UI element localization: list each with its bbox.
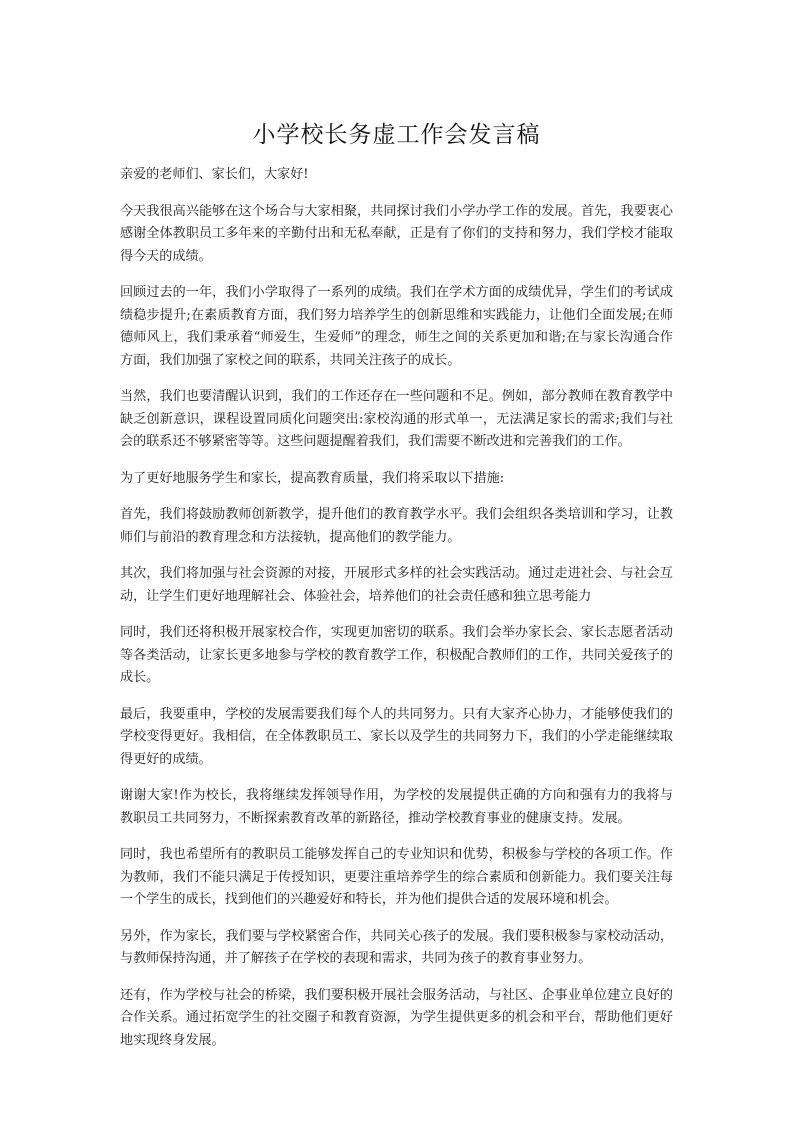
paragraph-measure-first: 首先，我们将鼓励教师创新教学，提升他们的教育教学水平。我们会组织各类培训和学习，让教师们与前沿的教育理念和方法接轨，提高他们的教学能力。 xyxy=(120,507,673,545)
paragraph-measure-second: 其次，我们将加强与社会资源的对接，开展形式多样的社会实践活动。通过走进社会、与社会互动，让学生们更好地理解社会、体验社会，培养他们的社会责任感和独立思考能力 xyxy=(120,566,673,604)
paragraph-teachers: 同时，我也希望所有的教职员工能够发挥自己的专业知识和优势，积极参与学校的各项工作。作为教师，我们不能只满足于传授知识，更要注重培养学生的综合素质和创新能力。我们要关注每一个学生的成长，找到他们的兴趣爱好和特长，并为他们提供合适的发展环境和机会。 xyxy=(120,847,673,907)
document-body xyxy=(120,164,673,1066)
paragraph-conclusion: 最后，我要重申，学校的发展需要我们每个人的共同努力。只有大家齐心协力，才能够使我们的学校变得更好。我相信，在全体教职员工、家长以及学生的共同努力下，我们的小学走能继续取得更好的成绩。 xyxy=(120,706,673,767)
paragraph-thanks: 谢谢大家!作为校长，我将继续发挥领导作用，为学校的发展提供正确的方向和强有力的我将与教职员工共同努力，不断探索教育改革的新路径，推动学校教育事业的健康支持。发展。 xyxy=(120,788,673,826)
paragraph-society: 还有，作为学校与社会的桥梁，我们要积极开展社会服务活动，与社区、企事业单位建立良好的合作关系。通过拓宽学生的社交圈子和教育资源，为学生提供更多的机会和平台，帮助他们更好地实现终身发展。 xyxy=(120,987,673,1048)
paragraph-measure-third: 同时，我们还将积极开展家校合作，实现更加密切的联系。我们会举办家长会、家长志愿者活动等各类活动，让家长更多地参与学校的教育教学工作，积极配合教师们的工作，共同关爱孩子的成长。 xyxy=(120,625,673,685)
paragraph-problems: 当然，我们也要清醒认识到，我们的工作还存在一些问题和不足。例如，部分教师在教育教学中缺乏创新意识，课程设置同质化问题突出:家校沟通的形式单一，无法满足家长的需求;我们与社会的联系还不够紧密等等。这些问题提醒着我们，我们需要不断改进和完善我们的工作。 xyxy=(120,389,673,449)
paragraph-parents: 另外，作为家长，我们要与学校紧密合作，共同关心孩子的发展。我们要积极参与家校动活动，与教师保持沟通，并了解孩子在学校的表现和需求，共同为孩子的教育事业努力。 xyxy=(120,928,673,966)
paragraph-greeting: 亲爱的老师们、家长们，大家好! xyxy=(120,167,309,182)
document-title: 小学校长务虚工作会发言稿 xyxy=(252,122,541,148)
paragraph-opening: 今天我很高兴能够在这个场合与大家相聚，共同探讨我们小学办学工作的发展。首先，我要衷心感谢全体教职员工多年来的辛勤付出和无私奉献，正是有了你们的支持和努力，我们学校才能取得今天的成绩。 xyxy=(120,203,673,264)
paragraph-achievements: 回顾过去的一年，我们小学取得了一系列的成绩。我们在学术方面的成绩优异，学生们的考试成绩稳步提升;在素质教育方面，我们努力培养学生的创新思维和实践能力，让他们全面发展;在师德师风上，我们秉承着“师爱生，生爱师”的理念，师生之间的关系更加和谐;在与家长沟通合作方面，我们加强了家校之间的联系，共同关注孩子的成长。 xyxy=(120,285,673,368)
paragraph-measures-intro: 为了更好地服务学生和家长，提高教育质量，我们将采取以下措施: xyxy=(120,470,505,486)
